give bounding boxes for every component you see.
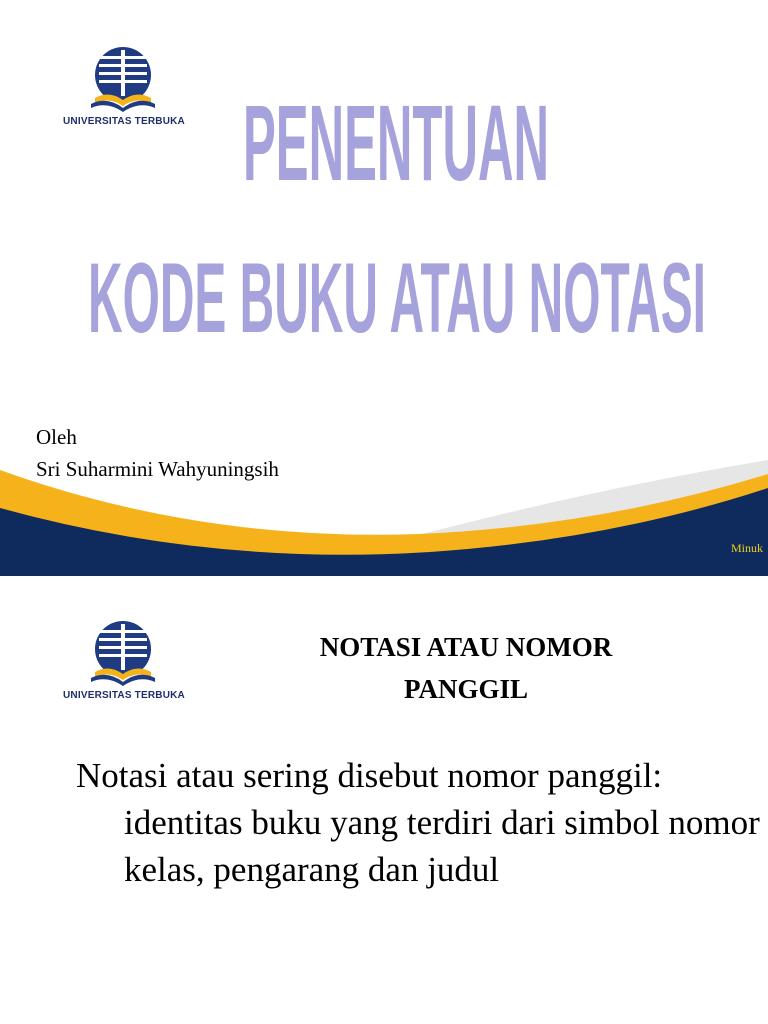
slide-separator [0,576,768,588]
footer-wave [0,430,768,576]
title-line-1: PENENTUAN [243,83,550,204]
slide-heading [270,626,662,710]
author-name: Sri Suharmini Wahyuningsih [36,457,279,481]
footer-note: Minuk [731,541,764,555]
slide-heading-line-2: PANGGIL [403,674,528,704]
slide-body-text: Notasi atau sering disebut nomor panggil: identitas buku yang terdiri dari simbol nomor kelas, pengarang dan judul [76,756,760,889]
university-logo [62,614,202,704]
content-slide [0,588,768,1024]
university-logo-icon [62,614,186,690]
title-wordart [0,0,768,380]
logo-text: UNIVERSITAS TERBUKA [63,116,185,127]
author-by-label: Oleh [36,425,77,449]
title-line-2: KODE BUKU ATAU NOTASI [88,243,707,354]
logo-text: UNIVERSITAS TERBUKA [63,690,185,701]
slide-heading-line-1: NOTASI ATAU NOMOR [319,632,613,662]
